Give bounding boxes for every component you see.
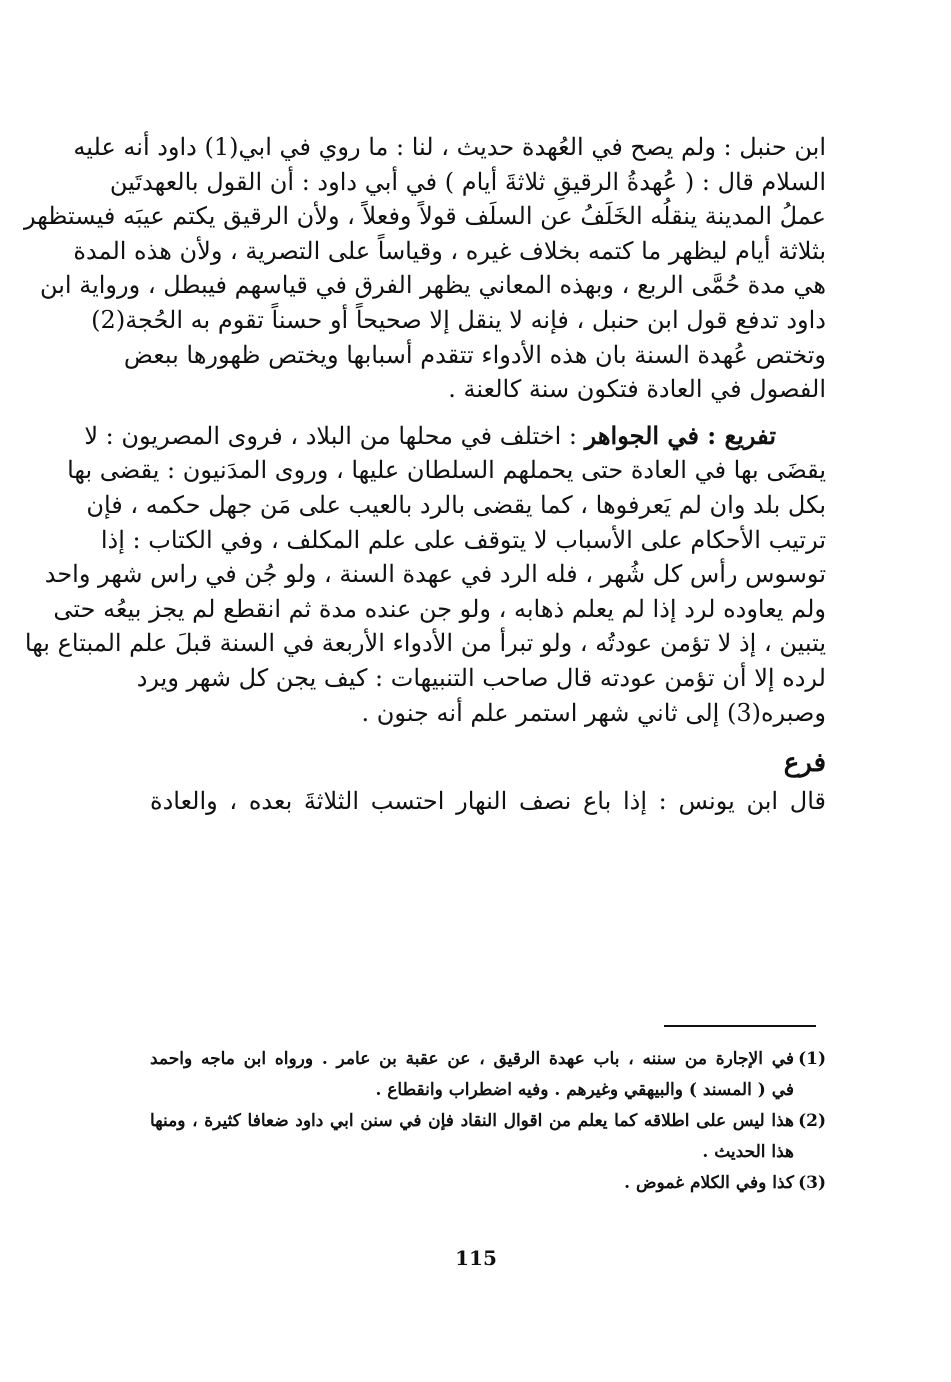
footnote-text xyxy=(150,1044,794,1106)
text-line: الفصول في العادة فتكون سنة كالعنة . xyxy=(448,375,826,404)
footnote-number: (3) xyxy=(798,1173,826,1193)
text-line: ترتيب الأحكام على الأسباب لا يتوقف على علم المكلف ، وفي الكتاب : إذا xyxy=(100,525,826,554)
text-line: ولم يعاوده لرد إذا لم يعلم ذهابه ، ولو جن عنده مدة ثم انقطع لم يجز بيعُه حتى xyxy=(53,594,826,623)
text-line: هي مدة حُمَّى الربع ، وبهذه المعاني يظهر الفرق في قياسهم فيبطل ، ورواية ابن xyxy=(39,271,826,300)
text-line xyxy=(84,419,826,454)
text-line: عملُ المدينة ينقلُه الخَلَفُ عن السلَف قولاً وفعلاً ، ولأن الرقيق يكتم عيبَه فيستظهر xyxy=(24,202,826,231)
text-line: يقضَى بها في العادة حتى يحملهم السلطان عليها ، وروى المدَنيون : يقضى بها xyxy=(67,456,826,485)
text-line: لرده إلا أن تؤمن عودته قال صاحب التنبيهات : كيف يجن كل شهر ويرد xyxy=(136,663,826,692)
footnotes xyxy=(150,1044,826,1199)
text-line: بثلاثة أيام ليظهر ما كتمه بخلاف غيره ، وقياساً على التصرية ، ولأن هذه المدة xyxy=(73,236,826,265)
footnote-text xyxy=(150,1106,794,1168)
main-text xyxy=(24,130,826,819)
paragraph-gap xyxy=(150,407,826,419)
footnote-line: هذا الحديث . xyxy=(702,1142,794,1162)
footnote-number: (1) xyxy=(798,1049,826,1069)
page-number: 115 xyxy=(455,1246,497,1270)
footnote-divider xyxy=(664,1025,816,1027)
footnote xyxy=(150,1044,826,1106)
footnote xyxy=(150,1168,826,1199)
footnote-text xyxy=(150,1168,794,1199)
text-line: قال ابن يونس : إذا باع نصف النهار احتسب الثلاثةَ بعده ، والعادة xyxy=(150,787,826,816)
text-line: ابن حنبل : ولم يصح في العُهدة حديث ، لنا : ما روي في ابي(1) داود أنه عليه xyxy=(73,133,826,161)
paragraph-lead: تفريع : في الجواهر xyxy=(584,420,776,450)
text-line: داود تدفع قول ابن حنبل ، فإنه لا ينقل إلا صحيحاً أو حسناً تقوم به الحُجة(2) xyxy=(91,305,826,334)
text-line: السلام قال : ( عُهدةُ الرقيقِ ثلاثةَ أيام ) في أبي داود : أن القول بالعهدتَين xyxy=(109,167,826,196)
text-span: : اختلف في محلها من البلاد ، فروى المصريون : لا xyxy=(84,421,577,450)
footnote-line: كذا وفي الكلام غموض . xyxy=(624,1173,794,1193)
footnote-line: في ( المسند ) والبيهقي وغيرهم . وفيه اضطراب وانقطاع . xyxy=(375,1080,794,1100)
text-line: وتختص عُهدة السنة بان هذه الأدواء تتقدم أسبابها ويختص ظهورها ببعض xyxy=(123,340,826,369)
paragraph-gap xyxy=(150,730,826,742)
footnote-line: هذا ليس على اطلاقه كما يعلم من اقوال النقاد فإن في سنن ابي داود ضعافا كثيرة ، ومنها xyxy=(150,1111,794,1131)
footnote-line: في الإجارة من سننه ، باب عهدة الرقيق ، عن عقبة بن عامر . ورواه ابن ماجه واحمد xyxy=(150,1049,794,1069)
section-heading: فرع xyxy=(783,748,826,779)
footnote xyxy=(150,1106,826,1168)
text-line: توسوس رأس كل شُهر ، فله الرد في عهدة السنة ، ولو جُن في راس شهر واحد xyxy=(44,560,826,589)
text-line: يتبين ، إذ لا تؤمن عودتُه ، ولو تبرأ من الأدواء الأربعة في السنة قبلَ علم المبتاع بها xyxy=(24,629,826,658)
text-line: وصبره(3) إلى ثاني شهر استمر علم أنه جنون . xyxy=(361,698,826,727)
text-line: بكل بلد وان لم يَعرفوها ، كما يقضى بالرد بالعيب على مَن جهل حكمه ، فإن xyxy=(86,490,826,519)
footnote-number: (2) xyxy=(798,1111,826,1131)
